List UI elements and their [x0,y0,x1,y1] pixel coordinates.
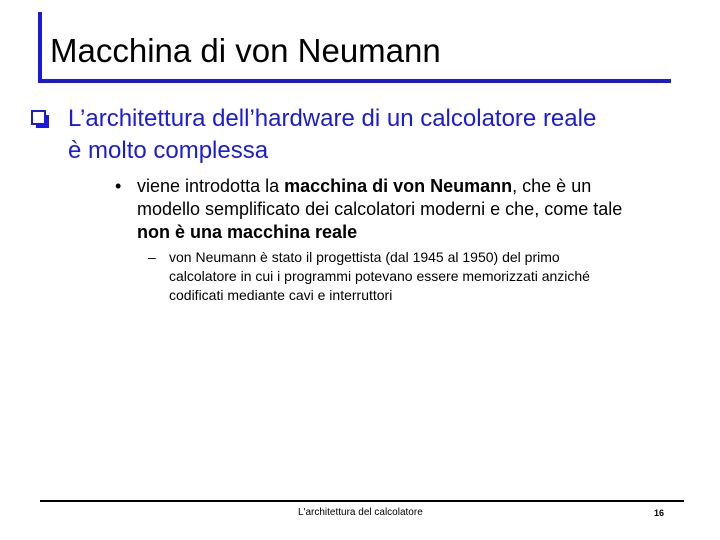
level1-line: è molto complessa [68,137,269,164]
level3-line: calcolatore in cui i programmi potevano essere memorizzati anziché [169,268,590,284]
level3-line: von Neumann è stato il progettista (dal 1945 al 1950) del primo [169,249,560,265]
title-frame-horizontal-bar [38,79,671,83]
dot-bullet-icon: • [115,176,122,196]
level2-line [137,175,697,198]
page-number: 16 [654,508,665,518]
level1-line: L’architettura dell’hardware di un calcolatore reale [68,105,597,132]
level2-line: modello semplificato dei calcolatori moderni e che, come tale [137,199,623,219]
slide-title: Macchina di von Neumann [50,32,441,69]
level2-bold-term: macchina di von Neumann [284,176,513,196]
level2-text-pre: viene introdotta la [137,176,285,196]
dash-bullet-icon: – [148,249,156,265]
level1-text [68,103,698,167]
footer-divider [40,500,684,502]
level2-text [137,175,697,244]
title-frame-vertical-bar [38,12,42,82]
level2-line [137,221,697,244]
level3-text [169,248,689,305]
level3-line: codificati mediante cavi e interruttori [169,287,393,303]
footer-title: L'architettura del calcolatore [298,507,423,518]
square-bullet-icon [31,110,46,125]
level2-bold-term: non è una macchina reale [137,222,358,242]
level2-text-post: , che è un [512,176,592,196]
